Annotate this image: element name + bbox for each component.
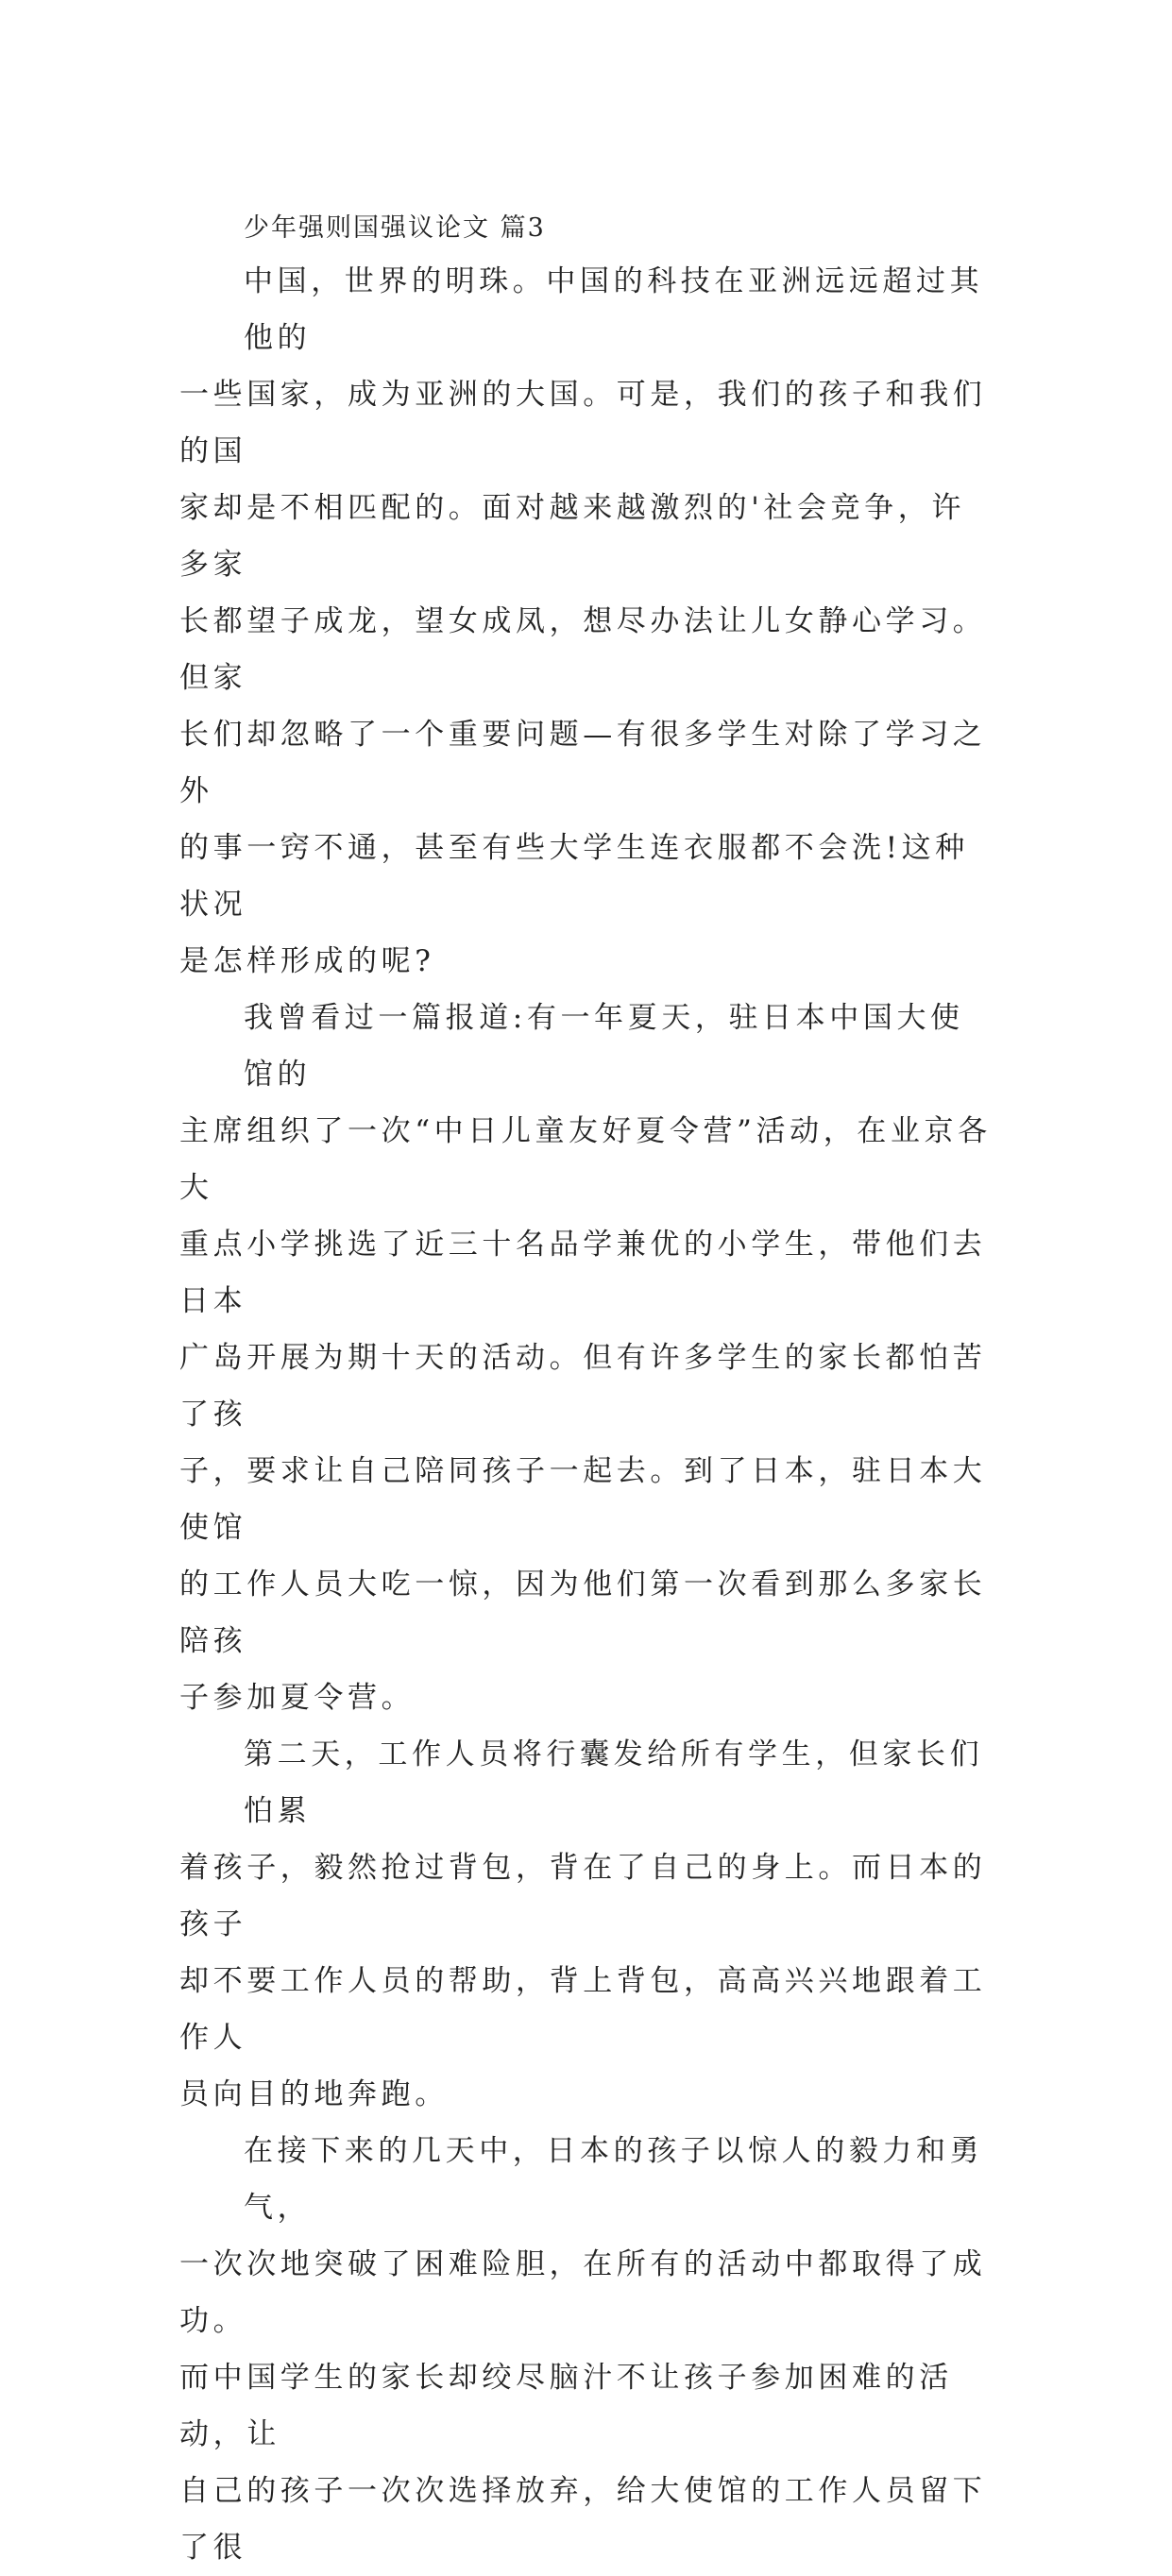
paragraph-line: 重点小学挑选了近三十名品学兼优的小学生，带他们去日本 — [179, 1228, 987, 1318]
paragraph-line: 一些国家，成为亚洲的大国。可是，我们的孩子和我们的国 — [179, 378, 987, 468]
paragraph-line: 子，要求让自己陪同孩子一起去。到了日本，驻日本大使馆 — [179, 1454, 987, 1545]
paragraph-line: 家却是不相匹配的。面对越来越激烈的'社会竞争，许多家 — [179, 491, 965, 582]
paragraph-3 — [179, 1726, 992, 2123]
paragraph-line: 着孩子，毅然抢过背包，背在了自己的身上。而日本的孩子 — [179, 1851, 987, 1941]
paragraph-1 — [179, 253, 992, 990]
paragraph-line: 中国，世界的明珠。中国的科技在亚洲远远超过其他的 — [244, 264, 984, 355]
paragraph-line: 广岛开展为期十天的活动。但有许多学生的家长都怕苦了孩 — [179, 1341, 987, 1432]
paragraph-line: 一次次地突破了困难险胆，在所有的活动中都取得了成功。 — [179, 2247, 987, 2338]
paragraph-line: 的工作人员大吃一惊，因为他们第一次看到那么多家长陪孩 — [179, 1568, 987, 1658]
paragraph-line: 的事一窍不通，甚至有些大学生连衣服都不会洗!这种状况 — [179, 831, 969, 922]
paragraph-line: 长都望子成龙，望女成凤，想尽办法让儿女静心学习。但家 — [179, 604, 987, 695]
paragraph-4 — [179, 2123, 992, 2576]
document-body — [179, 210, 992, 2576]
paragraph-line: 而中国学生的家长却绞尽脑汁不让孩子参加困难的活动，让 — [179, 2361, 953, 2451]
paragraph-line: 我曾看过一篇报道:有一年夏天，驻日本中国大使馆的 — [244, 1001, 964, 1092]
paragraph-line: 在接下来的几天中，日本的孩子以惊人的毅力和勇气， — [244, 2134, 984, 2225]
paragraph-line: 却不要工作人员的帮助，背上背包，高高兴兴地跟着工作人 — [179, 1964, 987, 2055]
paragraph-line: 子参加夏令营。 — [179, 1681, 416, 1715]
paragraph-2 — [179, 990, 992, 1726]
paragraph-line: 第二天，工作人员将行囊发给所有学生，但家长们怕累 — [244, 1737, 984, 1828]
paragraph-line: 是怎样形成的呢? — [179, 944, 435, 978]
document-title: 少年强则国强议论文 篇3 — [244, 213, 546, 243]
paragraph-line: 长们却忽略了一个重要问题—有很多学生对除了学习之外 — [179, 718, 987, 808]
paragraph-line: 员向目的地奔跑。 — [179, 2077, 449, 2111]
paragraph-line: 自己的孩子一次次选择放弃，给大使馆的工作人员留下了很 — [179, 2474, 987, 2565]
paragraph-line: 主席组织了一次“中日儿童友好夏令营”活动，在业京各大 — [179, 1114, 992, 1205]
